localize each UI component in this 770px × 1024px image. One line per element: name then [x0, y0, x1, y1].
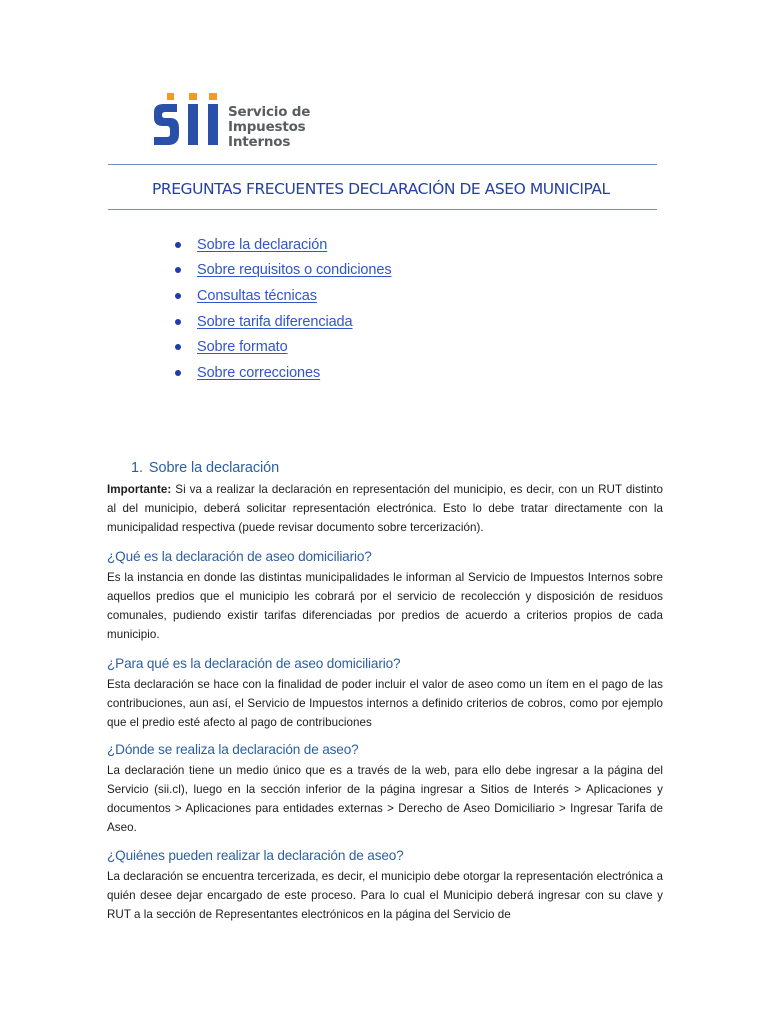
- document-title: PREGUNTAS FRECUENTES DECLARACIÓN DE ASEO MUNICIPAL: [152, 180, 610, 198]
- toc-item[interactable]: [174, 283, 391, 309]
- faq-answer: Esta declaración se hace con la finalidad de poder incluir el valor de aseo como un ítem en el pago de las contribuciones, aun así, el Servicio de Impuestos internos a definido criterios de cobros, como por ejemplo que el predio esté afecto al pago de contribuciones: [107, 678, 663, 729]
- toc-item[interactable]: [174, 334, 391, 360]
- table-of-contents: [174, 232, 391, 386]
- logo-s-glyph: [154, 104, 179, 145]
- toc-link-declaracion[interactable]: Sobre la declaración: [197, 236, 328, 253]
- faq-item: [107, 655, 663, 732]
- bullet-icon: [175, 319, 181, 325]
- toc-item[interactable]: [174, 309, 391, 335]
- faq-item: [107, 548, 663, 644]
- toc-link-requisitos[interactable]: Sobre requisitos o condiciones: [197, 262, 392, 279]
- important-text: Si va a realizar la declaración en representación del municipio, es decir, con un RUT distinto al del municipio, deberá solicitar representación electrónica. Esto lo debe tratar directamente con la municipalidad respectiva (puede revisar documento sobre tercerización).: [107, 483, 663, 534]
- toc-item[interactable]: [174, 232, 391, 258]
- toc-link-correcciones[interactable]: Sobre correcciones: [197, 364, 321, 381]
- faq-question: ¿Quiénes pueden realizar la declaración de aseo?: [107, 848, 404, 863]
- bullet-icon: [175, 370, 181, 376]
- bullet-icon: [175, 267, 181, 273]
- title-rule-bottom: [108, 209, 657, 210]
- faq-answer: La declaración tiene un medio único que es a través de la web, para ello debe ingresar a la página del Servicio (sii.cl), luego en la sección inferior de la página ingresar a Sitios de Interés > Aplicaciones y documentos > Aplicaciones para entidades externas > Derecho de Aseo Domiciliario > Ingresar Tarifa de Aseo.: [107, 764, 663, 834]
- logo-i-glyph: [188, 104, 198, 145]
- section-number: 1.: [131, 460, 143, 476]
- faq-question: ¿Qué es la declaración de aseo domiciliario?: [107, 549, 372, 564]
- important-paragraph: [107, 480, 663, 537]
- faq-question: ¿Para qué es la declaración de aseo domiciliario?: [107, 656, 401, 671]
- faq-question: ¿Dónde se realiza la declaración de aseo?: [107, 742, 359, 757]
- toc-link-consultas[interactable]: Consultas técnicas: [197, 287, 317, 304]
- title-rule-top: [108, 164, 657, 165]
- important-label: Importante:: [107, 483, 172, 496]
- logo-orange-accent: [167, 93, 174, 100]
- bullet-icon: [175, 293, 181, 299]
- toc-link-tarifa[interactable]: Sobre tarifa diferenciada: [197, 313, 353, 330]
- faq-answer: Es la instancia en donde las distintas municipalidades le informan al Servicio de Impuestos Internos sobre aquellos predios que el municipio les cobrará por el servicio de recolección y disposición de residuos comunales, pudiendo existir tarifas diferenciadas por predios de acuerdo a criterios propios de cada municipio.: [107, 571, 663, 641]
- important-block: [107, 480, 663, 537]
- toc-item[interactable]: [174, 360, 391, 386]
- toc-link-formato[interactable]: Sobre formato: [197, 339, 288, 356]
- logo-wordmark: Servicio de Impuestos Internos: [228, 104, 311, 150]
- faq-answer: La declaración se encuentra tercerizada, es decir, el municipio debe otorgar la representación electrónica a quién desee dejar encargado de este proceso. Para lo cual el Municipio deberá ingresar con su clave y RUT a la sección de Representantes electrónicos en la página del Servicio de: [107, 870, 663, 921]
- toc-item[interactable]: [174, 258, 391, 284]
- bullet-icon: [175, 344, 181, 350]
- section-title: Sobre la declaración: [148, 460, 280, 476]
- bullet-icon: [175, 242, 181, 248]
- section-heading: [131, 460, 279, 476]
- faq-item: [107, 847, 663, 924]
- faq-item: [107, 741, 663, 837]
